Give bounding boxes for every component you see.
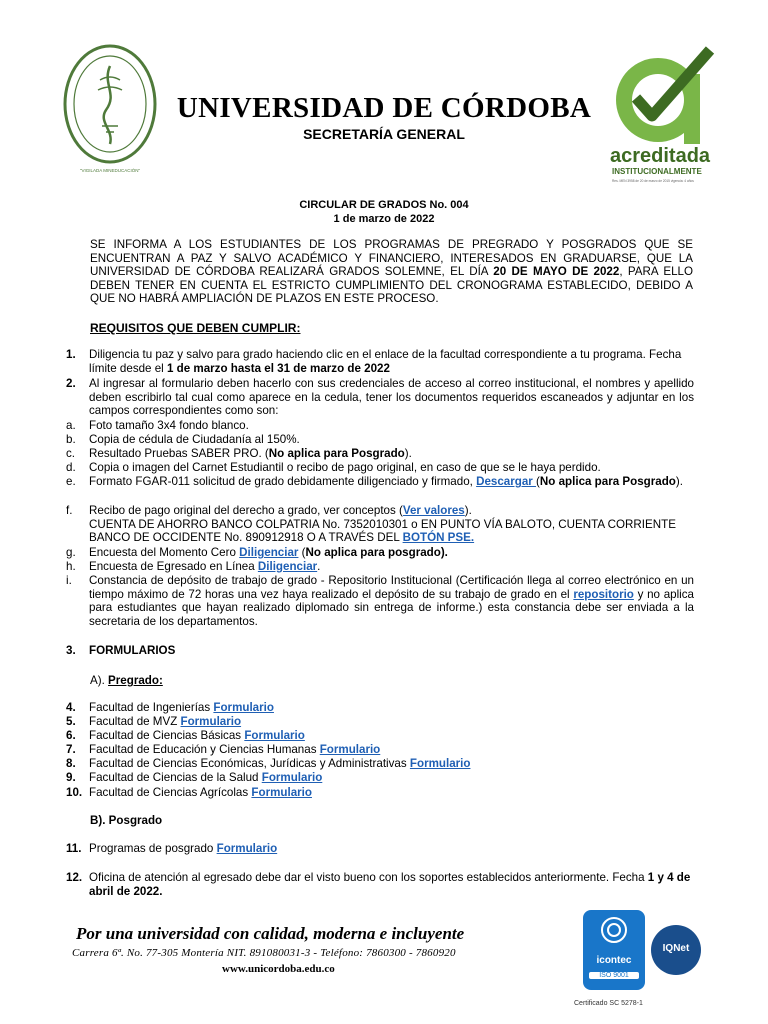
- footer-slogan: Por una universidad con calidad, moderna e incluyente: [76, 924, 465, 943]
- form-link-posgrado[interactable]: Formulario: [216, 842, 278, 855]
- certificate-number: Certificado SC 5278-1: [574, 1000, 643, 1007]
- form-link-mvz[interactable]: Formulario: [180, 715, 242, 728]
- form-link-agricolas[interactable]: Formulario: [251, 786, 312, 799]
- page-subtitle: SECRETARÍA GENERAL: [303, 126, 465, 142]
- graduate-survey-link[interactable]: Diligenciar: [257, 560, 318, 573]
- requirements-heading: REQUISITOS QUE DEBEN CUMPLIR:: [90, 321, 301, 335]
- form-link-educacion[interactable]: Formulario: [319, 743, 381, 756]
- pse-button-link[interactable]: BOTÓN PSE.: [402, 531, 475, 544]
- repository-link[interactable]: repositorio: [573, 587, 634, 601]
- download-form-link[interactable]: Descargar: [476, 475, 537, 488]
- accreditation-sub: INSTITUCIONALMENTE: [612, 167, 702, 176]
- icontec-logo: [583, 910, 645, 990]
- pregrado-label: A). Pregrado:: [90, 674, 163, 687]
- icontec-label: icontec: [596, 955, 632, 966]
- iqnet-label: IQNet: [662, 943, 690, 954]
- form-link-economicas[interactable]: Formulario: [409, 757, 471, 770]
- iqnet-logo: [651, 925, 701, 975]
- accreditation-fine: Res. MEN 3958 de 20 de marzo de 2015 vigencia: 4 años: [612, 179, 694, 183]
- icontec-icon: [583, 910, 645, 950]
- intro-paragraph: SE INFORMA A LOS ESTUDIANTES DE LOS PROGRAMAS DE PREGRADO Y POSGRADOS QUE SE ENCUENTRAN A PAZ Y SALVO ACADÉMICO Y FINANCIERO, INTERESADOS EN GRADUARSE, QUE LA UNIVERSIDAD DE CÓRDOBA REALIZARÁ GRADOS SOLEMNE, EL DÍA 20 DE MAYO DE 2022, PARA ELLO DEBEN TENER EN CUENTA EL ESTRICTO CUMPLIMIENTO DEL CRONOGRAMA ESTABLECIDO, DEBIDO A QUE NO HABRÁ AMPLIACIÓN DE PLAZOS EN ESTE PROCESO.: [90, 238, 694, 305]
- form-link-ingenierias[interactable]: Formulario: [213, 701, 274, 714]
- accreditation-logo: [600, 44, 730, 184]
- accreditation-word: acreditada: [610, 145, 711, 167]
- circular-title: CIRCULAR DE GRADOS No. 004: [299, 199, 469, 211]
- footer-website: www.unicordoba.edu.co: [222, 963, 335, 975]
- seal-motto: "VIGILADA MINEDUCACIÓN": [79, 168, 141, 173]
- form-link-ciencias-basicas[interactable]: Formulario: [244, 729, 305, 742]
- form-link-salud[interactable]: Formulario: [261, 771, 323, 784]
- forms-heading: FORMULARIOS: [89, 644, 176, 657]
- circular-date: 1 de marzo de 2022: [333, 213, 435, 225]
- survey-zero-link[interactable]: Diligenciar: [239, 546, 299, 559]
- iso-label: ISO 9001: [589, 972, 639, 979]
- page-title: UNIVERSIDAD DE CÓRDOBA: [176, 92, 592, 124]
- view-fees-link[interactable]: Ver valores: [402, 504, 465, 517]
- footer-address: Carrera 6ª. No. 77-305 Montería NIT. 891080031-3 - Teléfono: 7860300 - 7860920: [72, 947, 456, 959]
- posgrado-label: B). Posgrado: [90, 814, 163, 827]
